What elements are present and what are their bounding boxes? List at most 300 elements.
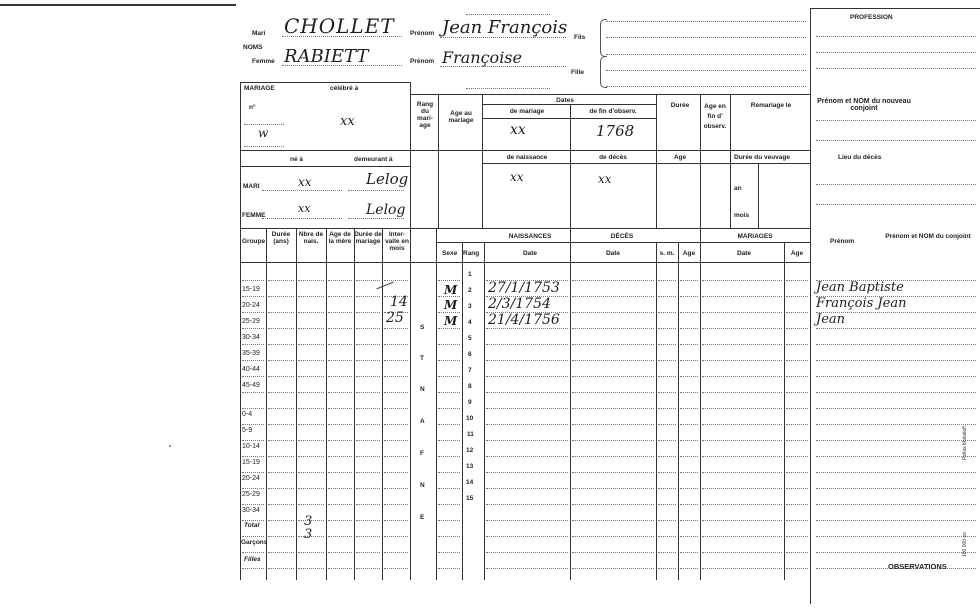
row-guideline <box>680 456 698 457</box>
row-guideline <box>438 568 460 569</box>
group-bottom-5: 20-24 <box>242 475 260 482</box>
row-guideline <box>356 296 380 297</box>
row-guideline <box>658 424 676 425</box>
rang-3: 3 <box>468 303 472 310</box>
date-fin-value: 1768 <box>596 122 635 140</box>
row-guideline <box>242 440 264 441</box>
child-2-sexe: M <box>444 298 458 312</box>
mid-rule <box>240 150 810 151</box>
row-guideline <box>658 344 676 345</box>
row-guideline <box>298 472 324 473</box>
row-guideline <box>242 296 264 297</box>
row-guideline <box>268 392 294 393</box>
row-guideline <box>384 568 408 569</box>
mari-nom-line <box>282 36 402 37</box>
group-bottom-3: 10-14 <box>242 443 260 450</box>
row-guideline <box>328 360 352 361</box>
row-guideline <box>356 392 380 393</box>
top-left-rule <box>0 4 236 6</box>
row-guideline <box>658 472 676 473</box>
row-guideline <box>298 360 324 361</box>
rang-4: 4 <box>468 319 472 326</box>
row-guideline <box>680 440 698 441</box>
rang-5: 5 <box>468 335 472 342</box>
row-guideline <box>438 456 460 457</box>
row-guideline <box>384 440 408 441</box>
row-guideline <box>702 344 782 345</box>
group-bottom-7: 30-34 <box>242 507 260 514</box>
row-guideline <box>486 328 568 329</box>
row-guideline <box>816 424 976 425</box>
row-guideline <box>384 520 408 521</box>
femme-prenom-value: Françoise <box>442 48 522 67</box>
row-guideline <box>486 456 568 457</box>
row-guideline <box>242 520 264 521</box>
group-top-7: 45-49 <box>242 382 260 389</box>
row-guideline <box>572 568 654 569</box>
printer-text: Pellas Malakoff. <box>962 424 968 460</box>
row-guideline <box>702 424 782 425</box>
th-duree-ans: Durée (ans) <box>271 231 291 245</box>
rang-12: 12 <box>466 447 474 454</box>
row-guideline <box>384 456 408 457</box>
row-guideline <box>242 280 264 281</box>
row-guideline <box>242 504 264 505</box>
mari-row-label: MARI <box>243 183 260 190</box>
fin-observ-label: de fin d'observ. <box>589 108 637 115</box>
observations-label: OBSERVATIONS <box>888 562 947 571</box>
row-guideline <box>268 456 294 457</box>
row-guideline <box>384 472 408 473</box>
row-guideline <box>298 552 324 553</box>
age-fin-label: Age en fin d' observ. <box>703 103 727 130</box>
row-guideline <box>572 280 654 281</box>
row-guideline <box>438 536 460 537</box>
mariage-left-border <box>240 82 241 228</box>
row-guideline <box>658 456 676 457</box>
row-guideline <box>572 552 654 553</box>
row-guideline <box>786 568 808 569</box>
row-guideline <box>486 504 568 505</box>
intervalle-stroke <box>376 282 393 290</box>
row-guideline <box>680 536 698 537</box>
row-guideline <box>816 472 976 473</box>
row-guideline <box>702 568 782 569</box>
row-guideline <box>786 312 808 313</box>
rang-2: 2 <box>468 287 472 294</box>
row-guideline <box>268 328 294 329</box>
fille-line-2 <box>606 86 806 87</box>
row-guideline <box>438 520 460 521</box>
row-guideline <box>298 328 324 329</box>
row-guideline <box>438 376 460 377</box>
table-left-border <box>240 228 241 580</box>
right-column-border <box>810 8 811 604</box>
row-guideline <box>242 424 264 425</box>
row-guideline <box>328 504 352 505</box>
row-guideline <box>438 504 460 505</box>
row-guideline <box>702 552 782 553</box>
row-guideline <box>786 344 808 345</box>
row-guideline <box>298 312 324 313</box>
row-guideline <box>572 296 654 297</box>
row-guideline <box>572 344 654 345</box>
row-guideline <box>268 440 294 441</box>
row-guideline <box>572 360 654 361</box>
row-guideline <box>384 408 408 409</box>
row-guideline <box>328 568 352 569</box>
row-guideline <box>242 360 264 361</box>
group-top-6: 40-44 <box>242 366 260 373</box>
row-guideline <box>658 328 676 329</box>
dates-label: Dates <box>556 97 574 104</box>
row-guideline <box>298 280 324 281</box>
intervalle-1: 14 <box>390 294 408 310</box>
rang-1: 1 <box>468 271 472 278</box>
mari-demeurant-value: Lelog <box>366 170 409 188</box>
row-guideline <box>438 344 460 345</box>
row-guideline <box>438 280 460 281</box>
row-guideline <box>702 472 782 473</box>
row-guideline <box>816 552 976 553</box>
row-guideline <box>356 520 380 521</box>
row-guideline <box>680 568 698 569</box>
fils-line-3 <box>606 54 806 55</box>
row-guideline <box>702 312 782 313</box>
group-bottom-1: 0-4 <box>242 411 253 418</box>
row-guideline <box>328 376 352 377</box>
de-mariage-label: de mariage <box>509 108 545 115</box>
row-guideline <box>680 376 698 377</box>
row-guideline <box>658 440 676 441</box>
edition-text: 100.000 ex. <box>962 530 968 557</box>
th-mariages-age: Age <box>790 250 804 257</box>
row-guideline <box>356 424 380 425</box>
row-guideline <box>786 280 808 281</box>
row-guideline <box>702 328 782 329</box>
row-guideline <box>816 488 976 489</box>
row-guideline <box>384 392 408 393</box>
row-guideline <box>356 552 380 553</box>
row-guideline <box>268 568 294 569</box>
row-guideline <box>658 280 676 281</box>
row-guideline <box>658 376 676 377</box>
row-guideline <box>438 440 460 441</box>
rang-label: Rang du mari- age <box>416 101 434 129</box>
mois-label: mois <box>734 212 750 219</box>
mariage-right-border <box>410 82 411 228</box>
no-label: n° <box>249 104 256 111</box>
th-deces-date: Date <box>605 250 621 257</box>
row-guideline <box>242 472 264 473</box>
total-value: 3 <box>304 514 313 529</box>
th-mariages: MARIAGES <box>737 233 773 240</box>
row-guideline <box>268 552 294 553</box>
row-guideline <box>680 392 698 393</box>
th-deces-age: Age <box>682 250 696 257</box>
row-guideline <box>680 344 698 345</box>
row-guideline <box>702 440 782 441</box>
row-guideline <box>298 440 324 441</box>
row-guideline <box>572 472 654 473</box>
fils-brace <box>600 19 607 57</box>
th-deces: DÉCÈS <box>610 233 634 240</box>
row-guideline <box>356 488 380 489</box>
row-guideline <box>356 472 380 473</box>
profession-line-1 <box>816 36 976 37</box>
row-guideline <box>384 280 408 281</box>
fille-label: Fille <box>571 69 585 76</box>
row-guideline <box>572 440 654 441</box>
row-guideline <box>356 408 380 409</box>
row-guideline <box>486 488 568 489</box>
row-guideline <box>328 328 352 329</box>
row-guideline <box>680 520 698 521</box>
row-guideline <box>438 360 460 361</box>
row-guideline <box>816 536 976 537</box>
celebre-value: xx <box>340 114 355 129</box>
row-guideline <box>268 472 294 473</box>
row-guideline <box>786 552 808 553</box>
profession-top-rule <box>810 8 980 9</box>
row-guideline <box>438 488 460 489</box>
th-prenom-nom-conjoint: Prénom et NOM du conjoint <box>885 233 971 240</box>
row-guideline <box>328 408 352 409</box>
row-guideline <box>328 344 352 345</box>
row-guideline <box>680 472 698 473</box>
row-guideline <box>328 440 352 441</box>
rang-8: 8 <box>468 383 472 390</box>
row-guideline <box>328 472 352 473</box>
row-guideline <box>786 328 808 329</box>
row-guideline <box>680 488 698 489</box>
group-top-5: 35-39 <box>242 350 260 357</box>
row-guideline <box>680 504 698 505</box>
row-guideline <box>680 424 698 425</box>
fille-line-1 <box>606 70 806 71</box>
row-guideline <box>268 424 294 425</box>
row-guideline <box>268 312 294 313</box>
vertical-letter-4: A <box>420 418 425 425</box>
filles-label: Filles <box>244 556 261 563</box>
th-age-mere: Age de la mère <box>328 231 352 245</box>
row-guideline <box>438 328 460 329</box>
row-guideline <box>438 392 460 393</box>
row-guideline <box>702 456 782 457</box>
row-guideline <box>486 424 568 425</box>
row-guideline <box>680 552 698 553</box>
row-guideline <box>356 504 380 505</box>
row-guideline <box>268 376 294 377</box>
row-guideline <box>242 456 264 457</box>
row-guideline <box>242 408 264 409</box>
age-mariage-label: Age au mariage <box>448 110 474 124</box>
row-guideline <box>786 536 808 537</box>
row-guideline <box>384 504 408 505</box>
row-guideline <box>702 376 782 377</box>
row-guideline <box>572 536 654 537</box>
row-guideline <box>356 344 380 345</box>
th-naissances: NAISSANCES <box>508 233 552 240</box>
row-guideline <box>438 552 460 553</box>
row-guideline <box>680 360 698 361</box>
row-guideline <box>658 552 676 553</box>
row-guideline <box>572 504 654 505</box>
lieu-deces-label: Lieu du décès <box>838 154 882 161</box>
row-guideline <box>242 552 264 553</box>
group-top-1: 15-19 <box>242 286 260 293</box>
row-guideline <box>786 360 808 361</box>
age-label-2: Age <box>673 154 687 161</box>
row-guideline <box>356 568 380 569</box>
vertical-letter-2: T <box>420 355 424 362</box>
row-guideline <box>572 488 654 489</box>
de-naissance-label: de naissance <box>506 154 548 161</box>
row-guideline <box>384 424 408 425</box>
th-groupe: Groupe <box>242 238 266 245</box>
row-guideline <box>786 408 808 409</box>
th-nbre-nais: Nbre de nais. <box>298 231 324 245</box>
row-guideline <box>268 520 294 521</box>
row-guideline <box>328 488 352 489</box>
mari-prenom-label: Prénom <box>410 30 435 37</box>
row-guideline <box>298 296 324 297</box>
row-guideline <box>702 296 782 297</box>
th-naissance-date: Date <box>522 250 538 257</box>
rang-9: 9 <box>468 399 472 406</box>
row-guideline <box>298 408 324 409</box>
row-guideline <box>658 568 676 569</box>
row-guideline <box>328 552 352 553</box>
mariage-top-rule <box>240 82 410 83</box>
row-guideline <box>268 344 294 345</box>
rang-7: 7 <box>468 367 472 374</box>
fils-label: Fils <box>574 34 586 41</box>
row-guideline <box>242 568 264 569</box>
row-guideline <box>786 424 808 425</box>
row-guideline <box>658 504 676 505</box>
row-guideline <box>658 488 676 489</box>
child-3-sexe: M <box>444 314 458 328</box>
intervalle-2: 25 <box>386 310 404 326</box>
row-guideline <box>786 296 808 297</box>
mariage-label: MARIAGE <box>244 85 275 92</box>
row-guideline <box>486 536 568 537</box>
row-guideline <box>356 440 380 441</box>
row-guideline <box>268 296 294 297</box>
row-guideline <box>328 312 352 313</box>
row-guideline <box>328 536 352 537</box>
row-guideline <box>384 552 408 553</box>
row-guideline <box>786 488 808 489</box>
mari-prenom-value: Jean François <box>442 17 568 38</box>
child-3-date: 21/4/1756 <box>488 312 560 328</box>
row-guideline <box>356 360 380 361</box>
child-2-date: 2/3/1754 <box>488 296 551 312</box>
rang-10: 10 <box>466 415 474 422</box>
vertical-letter-3: N <box>420 386 425 393</box>
th-rang: Rang <box>463 250 480 257</box>
row-guideline <box>816 344 976 345</box>
vertical-letter-5: F <box>420 450 424 457</box>
child-1-sexe: M <box>444 283 458 297</box>
row-guideline <box>486 376 568 377</box>
child-3-prenom: Jean <box>816 312 846 327</box>
row-guideline <box>816 440 976 441</box>
row-guideline <box>702 280 782 281</box>
row-guideline <box>786 376 808 377</box>
row-guideline <box>572 312 654 313</box>
row-guideline <box>786 456 808 457</box>
row-guideline <box>786 504 808 505</box>
row-guideline <box>356 536 380 537</box>
row-guideline <box>486 552 568 553</box>
group-top-4: 30-34 <box>242 334 260 341</box>
row-guideline <box>242 392 264 393</box>
row-guideline <box>816 520 976 521</box>
row-guideline <box>268 488 294 489</box>
th-duree-mariage: Durée de mariage <box>354 231 382 245</box>
row-guideline <box>298 392 324 393</box>
row-guideline <box>816 392 976 393</box>
row-guideline <box>384 376 408 377</box>
demeurant-label: demeurant à <box>354 156 393 163</box>
mari-label: Mari <box>252 30 266 37</box>
row-guideline <box>786 440 808 441</box>
femme-prenom-label: Prénom <box>410 58 435 65</box>
child-2-prenom: François Jean <box>816 296 907 311</box>
mari-prenom-line <box>440 37 566 38</box>
row-guideline <box>268 360 294 361</box>
row-guideline <box>328 296 352 297</box>
th-sm: s. m. <box>659 250 675 257</box>
naissance-value: xx <box>510 170 524 184</box>
row-guideline <box>680 328 698 329</box>
child-1-prenom: Jean Baptiste <box>816 280 904 295</box>
row-guideline <box>572 424 654 425</box>
row-guideline <box>298 504 324 505</box>
row-guideline <box>268 280 294 281</box>
row-guideline <box>702 504 782 505</box>
duree-veuvage-label: Durée du veuvage <box>734 154 790 161</box>
vertical-letter-1: S <box>420 324 425 331</box>
row-guideline <box>328 280 352 281</box>
dates-top-rule <box>410 94 810 95</box>
profession-line-3 <box>816 68 976 69</box>
group-bottom-4: 15-19 <box>242 459 260 466</box>
row-guideline <box>356 328 380 329</box>
row-guideline <box>356 312 380 313</box>
femme-demeurant-value: Lelog <box>366 202 406 218</box>
row-guideline <box>658 536 676 537</box>
group-top-3: 25-29 <box>242 318 260 325</box>
row-guideline <box>816 408 976 409</box>
fils-line-1 <box>606 21 806 22</box>
row-guideline <box>572 392 654 393</box>
row-guideline <box>702 408 782 409</box>
th-prenom: Prénom <box>830 238 855 245</box>
row-guideline <box>816 328 976 329</box>
row-guideline <box>438 312 460 313</box>
th-mariages-date: Date <box>736 250 752 257</box>
row-guideline <box>786 392 808 393</box>
mari-nom-value: CHOLLET <box>284 14 395 38</box>
de-deces-label: de décès <box>599 154 627 161</box>
row-guideline <box>486 440 568 441</box>
row-guideline <box>680 296 698 297</box>
row-guideline <box>572 456 654 457</box>
row-guideline <box>572 328 654 329</box>
